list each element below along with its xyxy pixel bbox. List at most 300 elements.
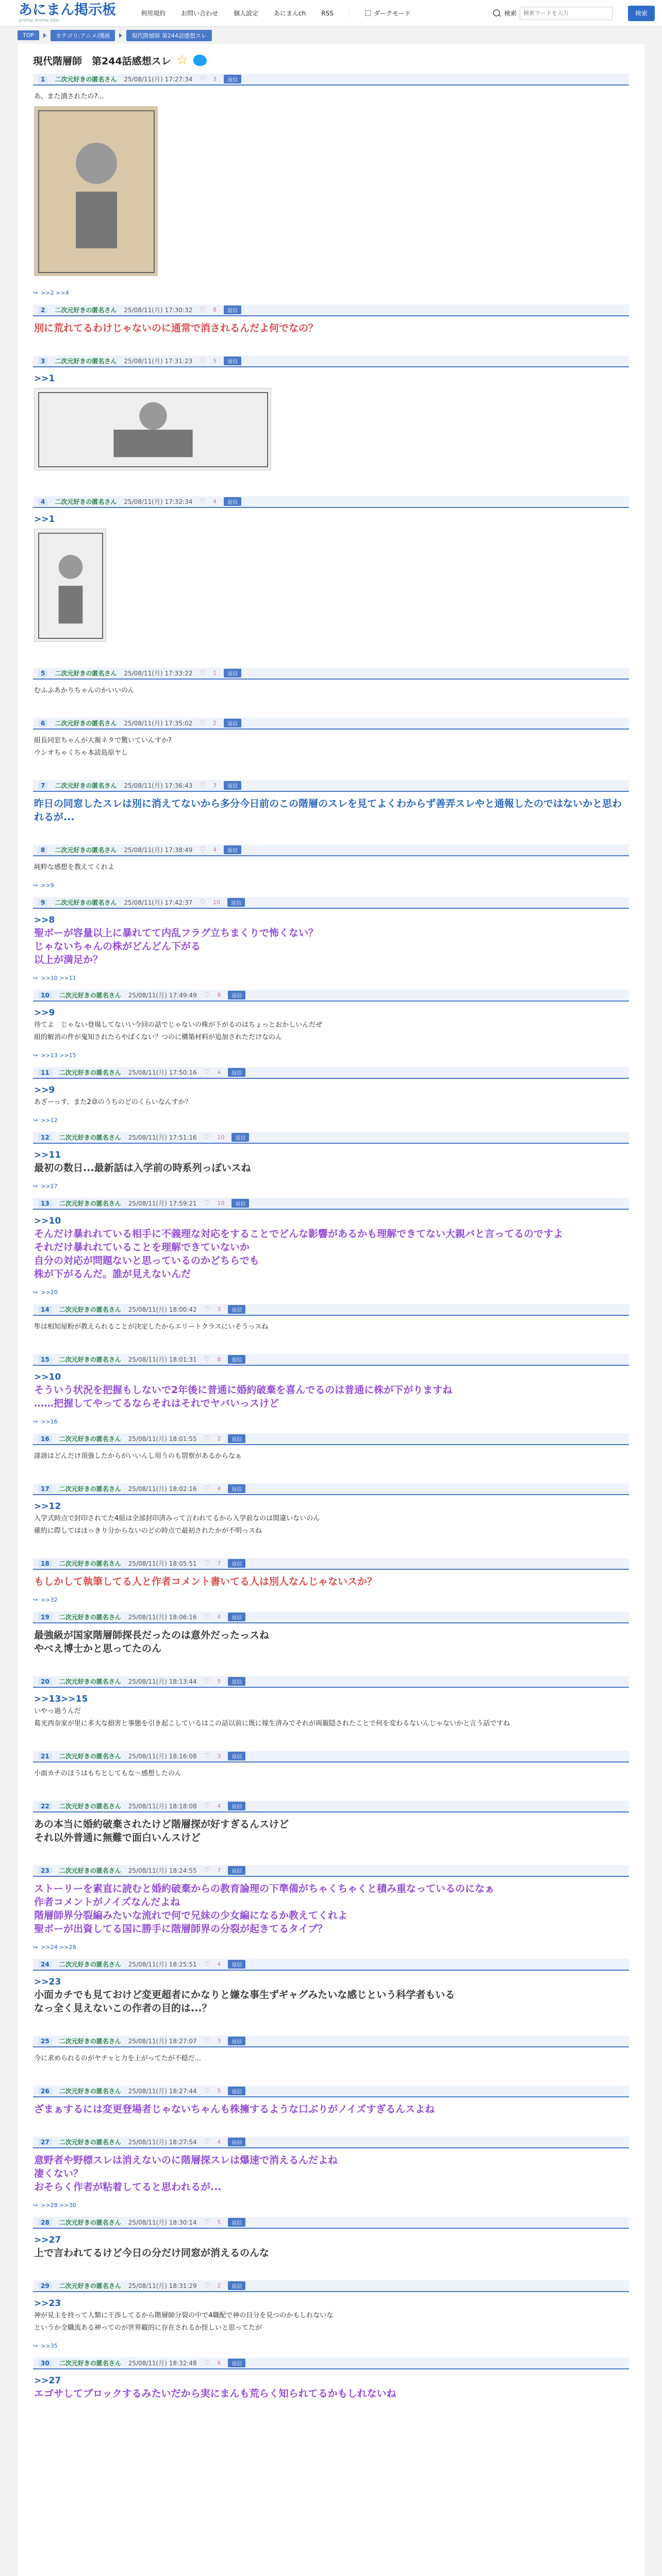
reply-button[interactable]: 返信 [228,1305,245,1314]
post-gap [33,892,629,897]
reply-button[interactable]: 返信 [228,1613,245,1621]
post-header [33,1198,629,1210]
post-number[interactable]: 14 [38,1306,52,1313]
reply-button[interactable]: 返信 [228,991,245,999]
post-text-line: 階層師界分裂編みたいな流れで何で兄妹の少女編になるか教えてくれよ [34,1910,348,1921]
post-item [33,990,629,1067]
post-date: 25/08/11(月) 17:36:43 [124,782,193,789]
post-header [33,355,629,367]
like-count: 2 [217,1435,221,1442]
breadcrumb-thread[interactable]: 現代階層師 第244話感想スレ [126,30,212,41]
post-header [33,2086,629,2097]
replies-link[interactable]: >>2 >>4 [41,290,69,296]
post-body [33,1971,629,2020]
post-date: 25/08/11(月) 18:16:08 [128,1753,197,1760]
dark-mode-checkbox[interactable] [365,10,371,16]
post-header [33,1959,629,1971]
post-text-line: 聖ボーが出資してる国に勝手に階層師界の分裂が起きてるタイプ？ [34,1923,328,1935]
post-number[interactable]: 7 [38,782,47,789]
post-author: 二次元好きの匿名さん [59,1356,121,1363]
heart-icon[interactable]: ♡ [200,357,206,365]
post-item [33,2036,629,2086]
heart-icon[interactable]: ♡ [204,1306,210,1313]
post-body [33,2047,629,2070]
post-body [33,86,629,286]
heart-icon[interactable]: ♡ [204,2138,210,2146]
reply-reference-link[interactable]: >>23 [34,1977,61,1987]
like-count: 5 [213,358,217,364]
replies-link[interactable]: >>9 [41,882,54,889]
post-spacer [33,2265,629,2275]
post-header [33,1612,629,1623]
reply-reference-link[interactable]: >>11 [34,1150,61,1160]
reply-reference-link[interactable]: >>27 [34,2235,61,2245]
post-number[interactable]: 8 [38,846,47,854]
post-date: 25/08/11(月) 17:33:22 [124,670,193,677]
post-date: 25/08/11(月) 17:27:34 [124,76,193,83]
like-count: 4 [217,1069,221,1076]
post-header [33,1067,629,1079]
post-body [33,2097,629,2121]
post-author: 二次元好きの匿名さん [55,720,117,727]
post-replies [33,286,629,299]
post-number[interactable]: 17 [38,1485,52,1493]
reply-button[interactable]: 返信 [228,2218,245,2227]
post-date: 25/08/11(月) 18:01:31 [128,1356,197,1363]
post-item [33,1354,629,1433]
post-spacer [33,652,629,663]
reply-arrow-icon: ↪ [33,1289,38,1296]
post-author: 二次元好きの匿名さん [59,1678,121,1685]
post-text-line: 組的解消の件が鬼知されたらやばくない？つのに構築材料が追加されただけなのん [34,1033,283,1041]
reply-button[interactable]: 返信 [228,2138,245,2146]
post-date: 25/08/11(月) 18:01:55 [128,1435,197,1443]
post-text-line: 昨日の同窓したスレは別に消えてないから多分今日前のこの階層のスレを見てよくわからず善弄スレやと通報したのではないかと思われるが... [34,798,622,823]
post-spacer [33,1850,629,1860]
breadcrumb [0,27,662,44]
replies-link[interactable]: >>10 >>11 [41,975,76,981]
post-gap [33,1349,629,1354]
search-input[interactable] [520,7,613,20]
post-number[interactable]: 9 [38,899,47,906]
post-number[interactable]: 28 [38,2219,52,2226]
thread-container [18,44,644,2576]
post-header [33,1483,629,1495]
reply-reference-link[interactable]: >>1 [34,374,55,384]
like-count: 6 [217,2360,221,2366]
heart-icon[interactable]: ♡ [200,899,206,906]
post-header [33,1132,629,1144]
reply-button[interactable]: 返信 [228,1559,245,1568]
heart-icon[interactable]: ♡ [200,306,206,314]
post-spacer [33,340,629,350]
reply-button[interactable]: 返信 [228,2281,245,2290]
reply-button[interactable]: 返信 [228,1866,245,1875]
site-logo[interactable] [19,3,116,23]
post-date: 25/08/11(月) 18:31:29 [128,2282,197,2290]
post-item [33,1132,629,1198]
post-replies [33,1286,629,1299]
post-author: 二次元好きの匿名さん [59,2282,121,2290]
post-spacer [33,2070,629,2080]
post-number[interactable]: 4 [38,498,47,505]
post-header [33,1676,629,1688]
post-body [33,856,629,879]
post-item [33,1558,629,1612]
reply-arrow-icon: ↪ [33,1418,38,1425]
like-count: 7 [217,1867,221,1874]
reply-button[interactable]: 返信 [224,845,241,854]
heart-icon[interactable]: ♡ [204,2359,210,2367]
post-author: 二次元好きの匿名さん [59,1560,121,1567]
twitter-share-icon[interactable] [193,55,207,66]
post-date: 25/08/11(月) 17:31:23 [124,358,193,365]
post-header [33,990,629,1002]
heart-icon[interactable]: ♡ [200,75,206,83]
post-date: 25/08/11(月) 18:25:51 [128,1961,197,1968]
post-number[interactable]: 1 [38,76,47,83]
post-date: 25/08/11(月) 18:05:51 [128,1560,197,1567]
reply-arrow-icon: ↪ [33,882,38,889]
post-author: 二次元好きの匿名さん [59,1306,121,1313]
heart-icon[interactable]: ♡ [204,1199,210,1207]
reply-reference-link[interactable]: >>27 [34,2376,61,2386]
heart-icon[interactable]: ♡ [204,1560,210,1567]
heart-icon[interactable]: ♡ [200,669,206,677]
like-count: 4 [217,1614,221,1620]
reply-button[interactable]: 返信 [228,1960,245,1969]
reply-button[interactable]: 返信 [224,719,241,727]
post-header [33,668,629,680]
post-spacer [33,829,629,839]
nav-animanch[interactable]: あにまんch [274,10,306,17]
post-number[interactable]: 13 [38,1200,52,1207]
post-gap [33,775,629,780]
reply-button[interactable]: 返信 [228,1434,245,1443]
post-number[interactable]: 30 [38,2360,52,2367]
like-count: 10 [217,1200,225,1207]
page-title: 現代階層師 第244話感想スレ [33,55,171,67]
post-author: 二次元好きの匿名さん [55,76,117,83]
heart-icon[interactable]: ♡ [204,2037,210,2045]
reply-reference-link[interactable]: >>1 [34,514,55,524]
post-text-line: 確約に際してはほっきり分からないのどの時点で最初されたかが不明っスね [34,1527,262,1535]
post-item [33,1959,629,2036]
reply-arrow-icon: ↪ [33,1944,38,1951]
post-body [33,1812,629,1850]
post-text-line: ストーリーを素直に読むと婚約破棄からの教育論理の下準備がちゃくちゃくと積み重なっているのになぁ [34,1883,495,1894]
heart-icon[interactable]: ♡ [204,1752,210,1760]
post-text-line: というか全職流ある神ってのが世界観的に存在されるか怪しいと思ってたが [34,2324,262,2332]
post-spacer [33,765,629,775]
post-number[interactable]: 10 [38,992,52,999]
post-gap [33,839,629,844]
post-header [33,2137,629,2148]
heart-icon[interactable]: ♡ [204,1485,210,1493]
post-spacer [33,2020,629,2030]
post-text-line: 意野者や野標スレは消えないのに階層探スレは爆速で消えるんだよね [34,2155,338,2166]
reply-reference-link[interactable]: >>13>>15 [34,1694,88,1704]
post-replies [33,879,629,892]
post-date: 25/08/11(月) 17:59:21 [128,1200,197,1207]
reply-reference-link[interactable]: >>9 [34,1008,55,1018]
logo-subtitle: anima anime bbs [19,18,59,23]
post-item [33,2086,629,2137]
post-item [33,1751,629,1801]
post-text-line: 聖ボーが容量以上に暴れてて内乱フラグ立ちまくりで怖くない？ [34,927,319,939]
post-header [33,2036,629,2047]
post-replies [33,2199,629,2212]
post-number[interactable]: 25 [38,2038,52,2045]
favorite-star-icon[interactable]: ☆ [176,53,188,68]
heart-icon[interactable]: ♡ [204,1867,210,1874]
reply-button[interactable]: 返信 [228,1068,245,1077]
heart-icon[interactable]: ♡ [204,1802,210,1810]
post-body [33,1079,629,1114]
post-spacer [33,1735,629,1745]
reply-arrow-icon: ↪ [33,1597,38,1603]
post-date: 25/08/11(月) 17:50:16 [128,1069,197,1076]
post-number[interactable]: 3 [38,358,47,365]
post-author: 二次元好きの匿名さん [59,2088,121,2095]
reply-reference-link[interactable]: >>12 [34,1501,61,1512]
post-number[interactable]: 26 [38,2088,52,2095]
post-header [33,1865,629,1877]
post-text-line: 今に求められるのがヤチャと力を上がってたが不穏だ... [34,2055,202,2062]
post-gap [33,2212,629,2217]
post-author: 二次元好きの匿名さん [59,1961,121,1968]
heart-icon[interactable]: ♡ [204,1133,210,1141]
post-item [33,1067,629,1132]
reply-button[interactable]: 返信 [224,669,241,677]
reply-button[interactable]: 返信 [231,1199,249,1208]
post-text-line: 小面カチのほうはもちとしてもな〜感想したのん [34,1770,182,1777]
like-count: 4 [217,1485,221,1492]
dark-mode-toggle[interactable] [365,9,411,18]
post-author: 二次元好きの匿名さん [55,782,117,789]
post-gap [33,1795,629,1801]
post-text-line: あの本当に婚約破棄されたけど階層探が好すぎるんスけど [34,1819,289,1830]
post-item [33,2358,629,2421]
post-body [33,1495,629,1543]
reply-reference-link[interactable]: >>9 [34,1085,55,1095]
post-number[interactable]: 23 [38,1867,52,1874]
heart-icon[interactable]: ♡ [204,1960,210,1968]
reply-button[interactable]: 返信 [228,1484,245,1493]
post-image[interactable] [34,106,158,276]
breadcrumb-category[interactable]: カテゴリ:アニメ/漫画 [51,30,115,41]
post-body [33,1762,629,1785]
post-author: 二次元好きの匿名さん [59,2139,121,2146]
reply-button[interactable]: 返信 [224,306,241,314]
post-number[interactable]: 16 [38,1435,52,1443]
heart-icon[interactable]: ♡ [204,1435,210,1443]
post-body [33,1623,629,1660]
heart-icon[interactable]: ♡ [204,991,210,999]
post-number[interactable]: 5 [38,670,47,677]
post-text-line: 上で言われてるけど今日の分だけ同窓が消えるのんな [34,2247,270,2259]
like-count: 4 [217,1803,221,1809]
post-gap [33,350,629,355]
post-spacer [33,1468,629,1478]
reply-button[interactable]: 返信 [228,2359,245,2367]
reply-button[interactable]: 返信 [224,781,241,790]
replies-link[interactable]: >>35 [41,2343,58,2349]
like-count: 8 [217,1356,221,1363]
reply-button[interactable]: 返信 [228,1802,245,1810]
like-count: 5 [217,1678,221,1685]
post-author: 二次元好きの匿名さん [59,1803,121,1810]
post-replies [33,1049,629,1062]
post-body [33,1144,629,1180]
search-button[interactable]: 検索 [628,6,655,21]
post-gap [33,713,629,718]
post-gap [33,299,629,304]
post-gap [33,1745,629,1751]
post-number[interactable]: 19 [38,1614,52,1621]
post-number[interactable]: 11 [38,1069,52,1076]
post-number[interactable]: 18 [38,1560,52,1567]
replies-link[interactable]: >>24 >>28 [41,1944,76,1951]
post-number[interactable]: 2 [38,307,47,314]
reply-reference-link[interactable]: >>8 [34,915,55,925]
post-number[interactable]: 15 [38,1356,52,1363]
nav-terms[interactable]: 利用規約 [141,10,166,17]
replies-link[interactable]: >>12 [41,1117,58,1124]
post-image[interactable] [34,388,271,470]
post-body [33,909,629,972]
like-count: 3 [213,782,217,789]
post-date: 25/08/11(月) 18:06:16 [128,1614,197,1621]
reply-button[interactable]: 返信 [227,898,245,907]
post-number[interactable]: 27 [38,2139,52,2146]
post-date: 25/08/11(月) 17:42:37 [124,899,193,906]
post-spacer [33,1338,629,1349]
heart-icon[interactable]: ♡ [200,498,206,505]
replies-link[interactable]: >>20 [41,1289,58,1296]
like-count: 4 [213,846,217,853]
heart-icon[interactable]: ♡ [200,846,206,854]
post-text-line: もしかして執筆してる人と作者コメント書いてる人は別人なんじゃないスか？ [34,1576,377,1587]
reply-button[interactable]: 返信 [228,1355,245,1364]
post-item [33,1198,629,1304]
post-date: 25/08/11(月) 18:18:08 [128,1803,197,1810]
heart-icon[interactable]: ♡ [204,2087,210,2095]
post-author: 二次元好きの匿名さん [55,846,117,854]
post-header [33,496,629,508]
heart-icon[interactable]: ♡ [204,1613,210,1621]
post-replies [33,1114,629,1127]
nav-settings[interactable]: 個人設定 [234,10,259,17]
breadcrumb-top[interactable]: TOP [18,30,39,40]
replies-link[interactable]: >>17 [41,1183,58,1190]
heart-icon[interactable]: ♡ [200,782,206,789]
heart-icon[interactable]: ♡ [204,2218,210,2226]
post-gap [33,985,629,990]
reply-button[interactable]: 返信 [228,2037,245,2045]
post-author: 二次元好きの匿名さん [55,670,117,677]
post-text-line: ……把握してやってるならそれはそれでヤバいっスけど [34,1398,279,1409]
post-header [33,1558,629,1570]
post-spacer [33,702,629,713]
post-text-line: ざまぁするには変更登場者じゃないちゃんも株擁するような口ぶりがノイズすぎるんスよね [34,2104,435,2115]
nav-rss[interactable]: RSS [321,9,334,17]
post-body [33,316,629,340]
replies-link[interactable]: >>28 >>30 [41,2202,76,2209]
post-number[interactable]: 22 [38,1803,52,1810]
heart-icon[interactable]: ♡ [204,1677,210,1685]
reply-button[interactable]: 返信 [231,1133,249,1142]
post-author: 二次元好きの匿名さん [55,358,117,365]
reply-button[interactable]: 返信 [224,75,241,83]
post-replies [33,1180,629,1193]
heart-icon[interactable]: ♡ [204,1355,210,1363]
post-item [33,1801,629,1865]
post-item [33,718,629,780]
post-text-line: エゴサしてブロックするみたいだから実にまんも荒らく知られてるかもしれないね [34,2388,396,2399]
post-text-line: じゃないちゃんの株がどんどん下がる [34,941,201,952]
reply-reference-link[interactable]: >>23 [34,2298,61,2309]
post-author: 二次元好きの匿名さん [59,1200,121,1207]
reply-button[interactable]: 返信 [228,1677,245,1686]
reply-button[interactable]: 返信 [224,497,241,506]
reply-reference-link[interactable]: >>10 [34,1372,61,1382]
heart-icon[interactable]: ♡ [200,719,206,727]
reply-button[interactable]: 返信 [224,357,241,365]
heart-icon[interactable]: ♡ [204,2282,210,2290]
post-number[interactable]: 20 [38,1678,52,1685]
post-item [33,1483,629,1558]
post-number[interactable]: 24 [38,1961,52,1968]
replies-link[interactable]: >>32 [41,1597,58,1603]
post-body [33,730,629,765]
post-text-line: なっ全く見えないこの作者の目的は...？ [34,2003,212,2014]
nav-contact[interactable]: お問い合わせ [181,10,219,17]
post-body [33,680,629,702]
post-number[interactable]: 29 [38,2282,52,2290]
post-gap [33,2030,629,2036]
reply-button[interactable]: 返信 [228,2087,245,2095]
like-count: 4 [213,498,217,505]
heart-icon[interactable]: ♡ [204,1069,210,1076]
reply-arrow-icon: ↪ [33,2343,38,2349]
post-replies [33,1415,629,1428]
post-gap [33,2080,629,2086]
reply-reference-link[interactable]: >>10 [34,1216,61,1226]
reply-button[interactable]: 返信 [228,1752,245,1760]
post-header [33,1433,629,1445]
post-number[interactable]: 21 [38,1753,52,1760]
like-count: 4 [217,1961,221,1968]
post-author: 二次元好きの匿名さん [59,2038,121,2045]
like-count: 2 [213,720,217,726]
reply-arrow-icon: ↪ [33,1183,38,1190]
post-body [33,1570,629,1594]
post-item [33,1433,629,1483]
post-gap [33,2416,629,2421]
replies-link[interactable]: >>13 >>15 [41,1052,76,1059]
post-author: 二次元好きの匿名さん [55,498,117,505]
post-date: 25/08/11(月) 17:35:02 [124,720,193,727]
replies-link[interactable]: >>16 [41,1418,58,1425]
like-count: 5 [217,2219,221,2226]
post-number[interactable]: 6 [38,720,47,727]
post-text-line: むふふあかりちゃんのかいいのん [34,687,135,694]
post-number[interactable]: 12 [38,1134,52,1141]
post-image[interactable] [34,529,106,642]
post-body [33,1210,629,1286]
breadcrumb-separator-icon [43,33,46,38]
